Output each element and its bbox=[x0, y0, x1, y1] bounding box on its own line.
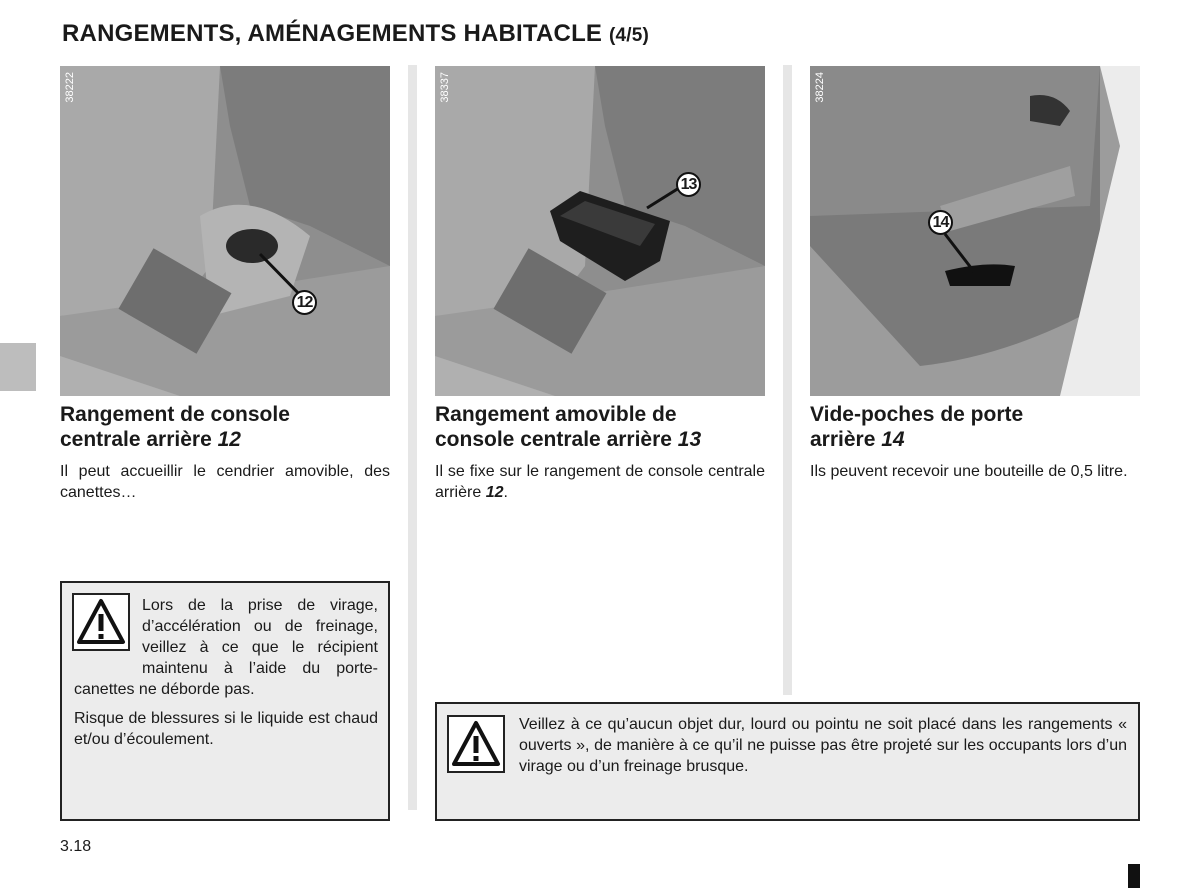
photo-console-storage bbox=[60, 66, 390, 396]
page-title-main: RANGEMENTS, AMÉNAGEMENTS HABITACLE bbox=[62, 20, 603, 47]
callout-marker: 12 bbox=[292, 290, 317, 315]
body-text: Il se fixe sur le rangement de console centrale arrière bbox=[435, 463, 765, 501]
heading-line bbox=[60, 427, 395, 452]
heading-reference: 14 bbox=[881, 428, 905, 451]
warning-text bbox=[74, 595, 378, 750]
warning-paragraph-2: Risque de blessures si le liquide est chaud et/ou d’écoulement. bbox=[74, 710, 378, 748]
heading-line: Rangement de console bbox=[60, 403, 290, 426]
chapter-tab bbox=[0, 343, 36, 391]
heading-line bbox=[435, 427, 770, 452]
section-body bbox=[435, 461, 765, 503]
page-edge-mark bbox=[1128, 864, 1140, 888]
callout-marker: 13 bbox=[676, 172, 701, 197]
page-title-part: (4/5) bbox=[609, 25, 650, 46]
page-number: 3.18 bbox=[60, 838, 92, 855]
section-heading bbox=[60, 402, 395, 452]
heading-text: console centrale arrière bbox=[435, 428, 678, 451]
heading-line: Vide-poches de porte bbox=[810, 403, 1024, 426]
photo-reference: 38337 bbox=[439, 72, 451, 103]
icon-spacer bbox=[74, 595, 142, 667]
section-heading bbox=[810, 402, 1145, 452]
body-text: . bbox=[503, 484, 508, 501]
heading-text: arrière bbox=[810, 428, 882, 451]
heading-line: Rangement amovible de bbox=[435, 403, 677, 426]
section-body: Ils peuvent recevoir une bouteille de 0,5 litre. bbox=[810, 463, 1128, 480]
warning-text: Veillez à ce qu’aucun objet dur, lourd ou pointu ne soit placé dans les rangements « ouverts », de manière à ce qu’il ne puisse pas être projeté sur les occupants lors d’un virage ou d’un freinage brusque. bbox=[519, 716, 1127, 775]
photo-reference: 38224 bbox=[814, 72, 826, 103]
heading-reference: 13 bbox=[677, 428, 702, 451]
warning-box-right bbox=[435, 702, 1140, 821]
photo-removable-storage bbox=[435, 66, 765, 396]
warning-triangle-icon bbox=[447, 715, 505, 773]
column-divider-2 bbox=[783, 65, 792, 695]
photo-reference: 38222 bbox=[64, 72, 76, 103]
warning-box-left bbox=[60, 581, 390, 821]
paragraph-gap bbox=[74, 700, 378, 708]
heading-reference: 12 bbox=[217, 428, 241, 451]
section-heading bbox=[435, 402, 770, 452]
warning-paragraph-1: Lors de la prise de virage, d’accélération ou de freinage, veillez à ce que le récipient maintenu à l’aide du porte-canettes ne déborde pas. bbox=[74, 597, 378, 698]
photo-door-pocket bbox=[810, 66, 1140, 396]
page-title bbox=[62, 20, 649, 48]
section-body: Il peut accueillir le cendrier amovible, des canettes… bbox=[60, 463, 390, 501]
callout-marker: 14 bbox=[928, 210, 953, 235]
heading-text: centrale arrière bbox=[60, 428, 218, 451]
column-divider-1 bbox=[408, 65, 417, 810]
body-reference: 12 bbox=[485, 484, 504, 501]
heading-line bbox=[810, 427, 1145, 452]
